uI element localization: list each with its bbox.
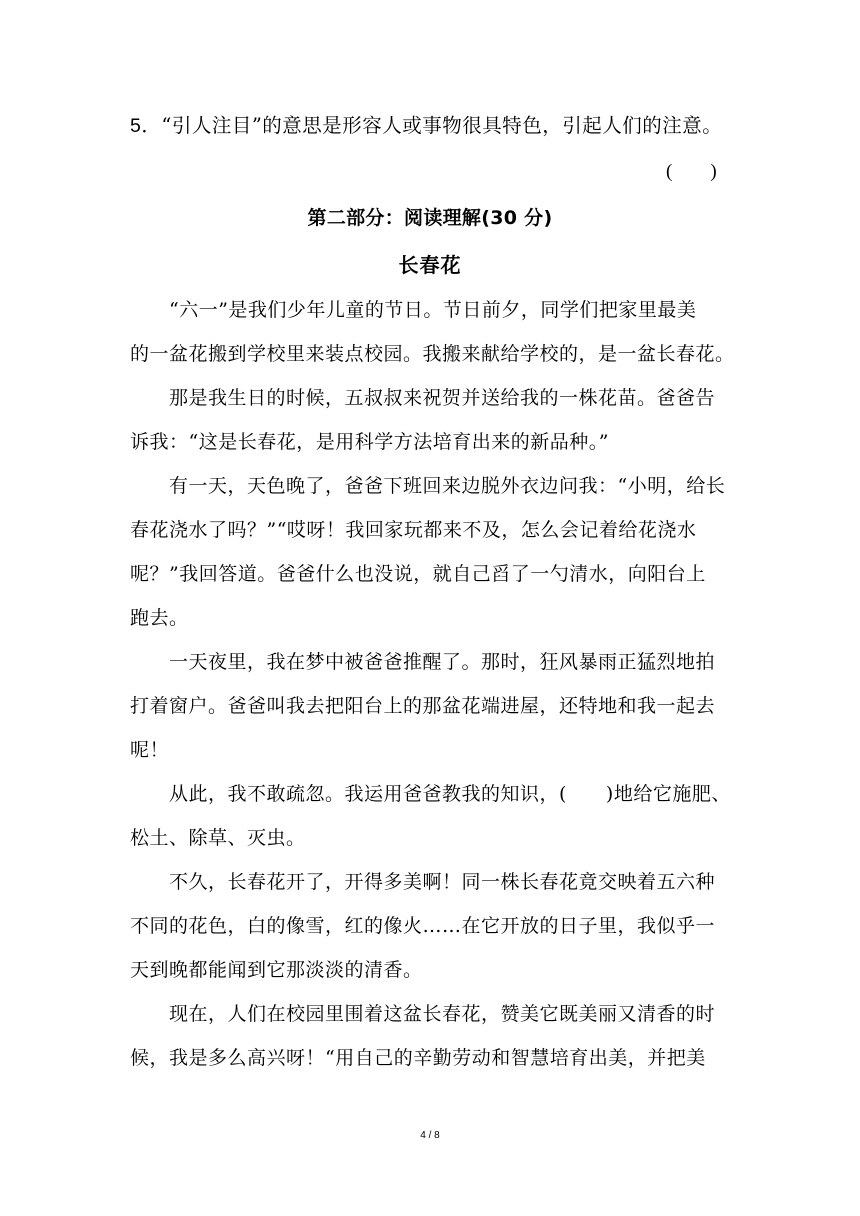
- article-line: 呢！: [130, 739, 170, 761]
- article-line: 从此，我不敢疏忽。我运用爸爸教我的知识，( )地给它施肥、: [130, 783, 731, 805]
- question-number: 5．: [130, 115, 162, 137]
- article-title: 长春花: [398, 253, 462, 277]
- article-line: 现在，人们在校园里围着这盆长春花，赞美它既美丽又清香的时: [130, 1003, 716, 1025]
- answer-parentheses: ( ): [666, 161, 717, 182]
- article-line: 天到晚都能闻到它那淡淡的清香。: [130, 959, 423, 981]
- article-line: 打着窗户。爸爸叫我去把阳台上的那盆花端进屋，还特地和我一起去: [130, 695, 716, 717]
- article-line: “六一”是我们少年儿童的节日。节日前夕，同学们把家里最美: [130, 299, 697, 321]
- article-line: 的一盆花搬到学校里来装点校园。我搬来献给学校的，是一盆长春花。: [130, 343, 735, 365]
- section-heading: 第二部分：阅读理解(30 分): [307, 207, 553, 229]
- article-line: 不久，长春花开了，开得多美啊！同一株长春花竟交映着五六种: [130, 871, 716, 893]
- article-line: 春花浇水了吗？”“哎呀！我回家玩都来不及，怎么会记着给花浇水: [130, 519, 697, 541]
- article-line: 不同的花色，白的像雪，红的像火……在它开放的日子里，我似乎一: [130, 915, 716, 937]
- question-5: [130, 114, 730, 138]
- article-line: 呢？”我回答道。爸爸什么也没说，就自己舀了一勺清水，向阳台上: [130, 563, 706, 585]
- page-number: 4 / 8: [420, 1130, 440, 1141]
- article-line: 候，我是多么高兴呀！“用自己的辛勤劳动和智慧培育出美，并把美: [130, 1047, 706, 1069]
- question-text: “引人注目”的意思是形容人或事物很具特色，引起人们的注意。: [161, 114, 723, 137]
- article-line: 松土、除草、灭虫。: [130, 827, 306, 849]
- article-line: 一天夜里，我在梦中被爸爸推醒了。那时，狂风暴雨正猛烈地拍: [130, 651, 716, 673]
- article-line: 那是我生日的时候，五叔叔来祝贺并送给我的一株花苗。爸爸告: [130, 387, 716, 409]
- article-line: 有一天，天色晚了，爸爸下班回来边脱外衣边问我：“小明，给长: [130, 475, 726, 497]
- article-line: 跑去。: [130, 607, 189, 629]
- article-line: 诉我：“这是长春花，是用科学方法培育出来的新品种。”: [130, 431, 609, 453]
